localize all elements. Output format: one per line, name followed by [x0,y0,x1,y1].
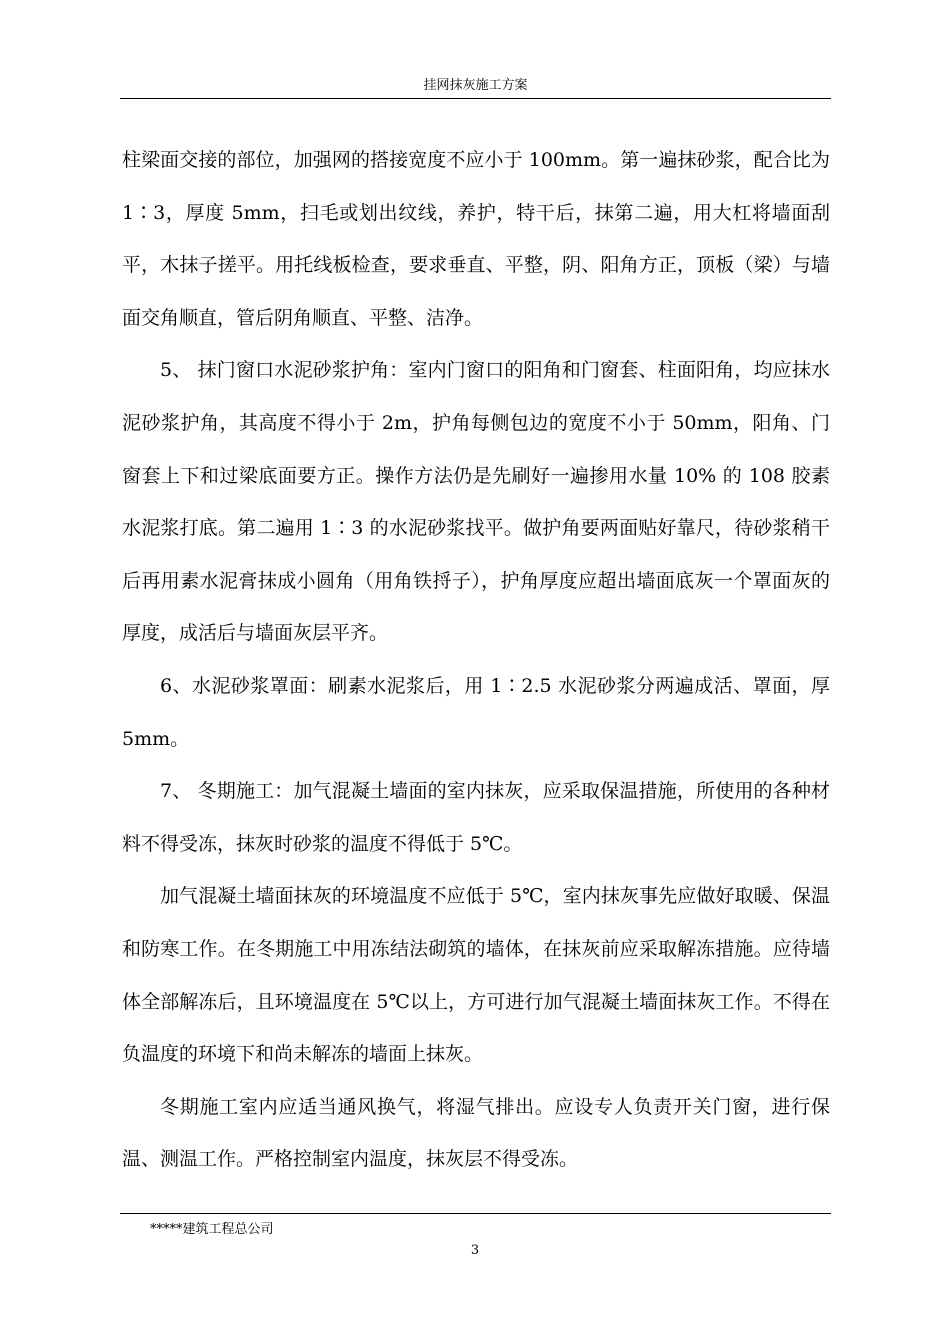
footer-divider [120,1213,831,1214]
paragraph-item-6: 6、水泥砂浆罩面：刷素水泥浆后，用 1∶2.5 水泥砂浆分两遍成活、罩面，厚 5mm。 [122,674,830,750]
paragraph-continuation: 柱梁面交接的部位，加强网的搭接宽度不应小于 100mm。第一遍抹砂浆，配合比为 1∶3，厚度 5mm，扫毛或划出纹线，养护，特干后，抹第二遍，用大杠将墙面刮平，木抹子搓平。用托线板检查，要求垂直、平整，阴、阳角方正，顶板（梁）与墙面交角顺直，管后阴角顺直、平整、洁净。 [122,149,830,329]
document-body [122,134,830,1186]
document-title: 挂网抹灰施工方案 [423,78,528,93]
paragraph-item-7: 7、 冬期施工：加气混凝土墙面的室内抹灰，应采取保温措施，所使用的各种材料不得受冻，抹灰时砂浆的温度不得低于 5℃。 [122,780,830,855]
paragraph-winter-ventilation: 冬期施工室内应适当通风换气，将湿气排出。应设专人负责开关门窗，进行保温、测温工作。严格控制室内温度，抹灰层不得受冻。 [122,1095,830,1171]
footer-company: *****建筑工程总公司 [150,1222,274,1237]
paragraph-winter-temperature: 加气混凝土墙面抹灰的环境温度不应低于 5℃，室内抹灰事先应做好取暖、保温和防寒工作。在冬期施工中用冻结法砌筑的墙体，在抹灰前应采取解冻措施。应待墙体全部解冻后，且环境温度在 5℃以上，方可进行加气混凝土墙面抹灰工作。不得在负温度的环境下和尚未解冻的墙面上抹灰。 [122,885,830,1066]
page-number: 3 [470,1243,480,1258]
paragraph-item-5: 5、 抹门窗口水泥砂浆护角：室内门窗口的阳角和门窗套、柱面阳角，均应抹水泥砂浆护角，其高度不得小于 2m，护角每侧包边的宽度不小于 50mm，阳角、门窗套上下和过梁底面要方正。操作方法仍是先刷好一遍掺用水量 10% 的 108 胶素水泥浆打底。第二遍用 1∶3 的水泥砂浆找平。做护角要两面贴好靠尺，待砂浆稍干后再用素水泥膏抹成小圆角（用角铁捋子），护角厚度应超出墙面底灰一个罩面灰的厚度，成活后与墙面灰层平齐。 [122,359,830,645]
page-header [120,74,831,99]
